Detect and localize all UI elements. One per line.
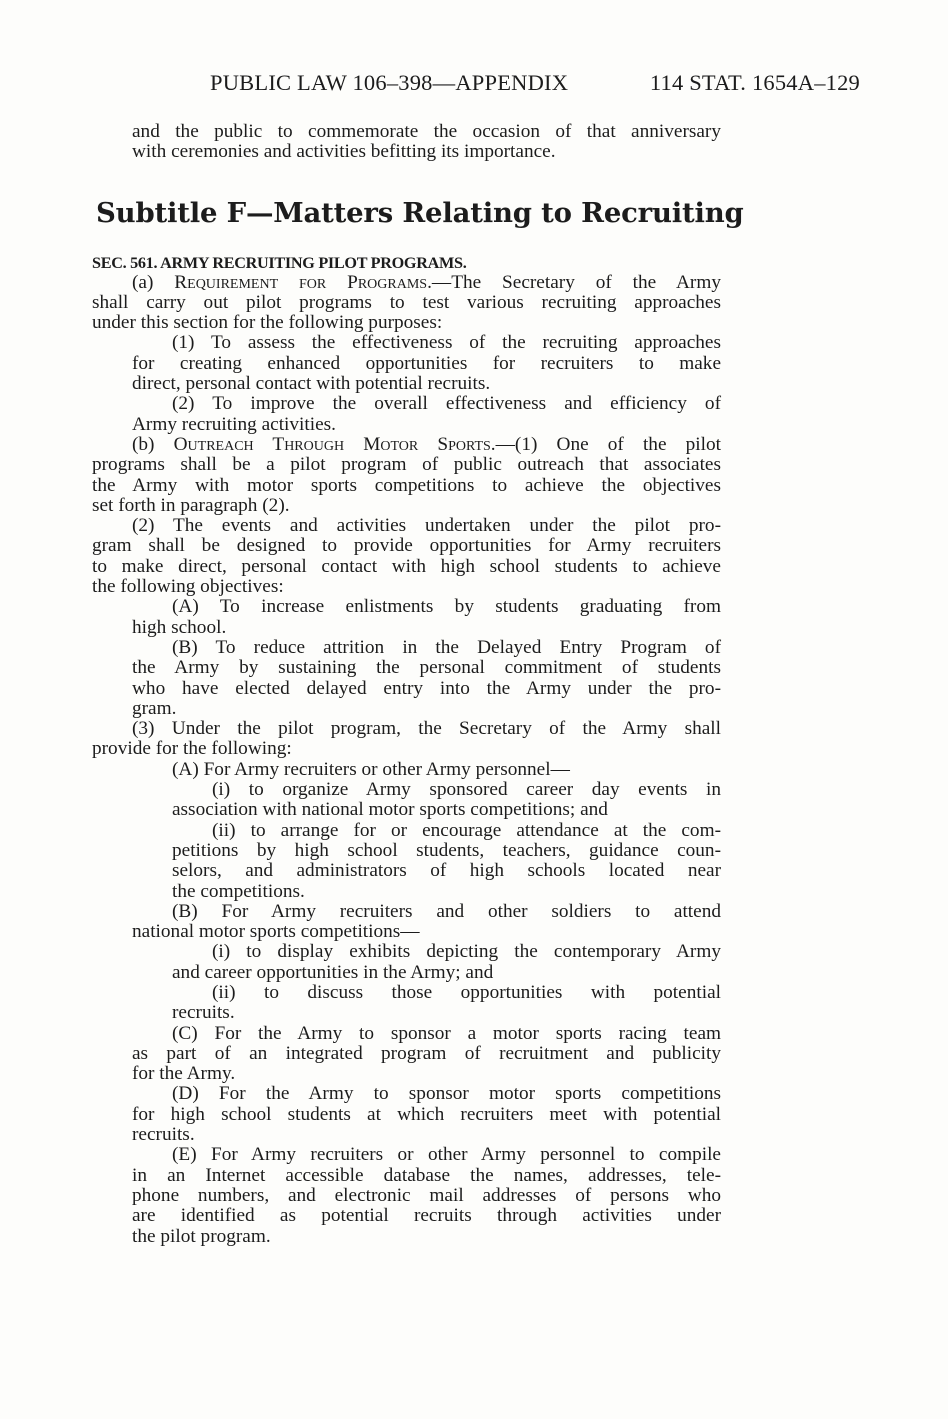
subsection-b <box>92 435 721 516</box>
text-line: gram shall be designed to provide opportunities for Army recruiters <box>92 535 721 557</box>
subsection-heading: Requirement for Programs. <box>174 271 432 293</box>
paragraph-b3 <box>92 719 721 760</box>
text-line: phone numbers, and electronic mail addresses of persons who <box>132 1184 721 1206</box>
subsection-label: (a) <box>132 271 175 293</box>
text-line: the Army with motor sports competitions to achieve the objectives <box>92 474 721 496</box>
text-line: (ii) to arrange for or encourage attendance at the com- <box>212 819 721 841</box>
text-line: (B) For Army recruiters and other soldiers to attend <box>172 900 721 922</box>
text-line: association with national motor sports competitions; and <box>172 799 608 821</box>
text-line: (1) To assess the effectiveness of the recruiting approaches <box>172 332 721 354</box>
section-heading: SEC. 561. ARMY RECRUITING PILOT PROGRAMS. <box>92 253 467 272</box>
text-line: (3) Under the pilot program, the Secretary of the Army shall <box>132 718 721 740</box>
page-body <box>92 121 744 1247</box>
text-line: (ii) to discuss those opportunities with potential <box>212 981 721 1003</box>
text-line: programs shall be a pilot program of public outreach that associates <box>92 454 721 476</box>
text-line: (A) For Army recruiters or other Army personnel— <box>172 758 570 780</box>
subparagraph-b3C <box>92 1024 721 1085</box>
text-line: (2) The events and activities undertaken under the pilot pro- <box>132 515 721 537</box>
clause-b3Bi <box>92 942 721 983</box>
subparagraph-b2A <box>92 597 721 638</box>
text-line: with ceremonies and activities befitting its importance. <box>132 141 556 163</box>
text-line: (i) to organize Army sponsored career day events in <box>212 779 721 801</box>
subparagraph-b3B <box>92 902 721 943</box>
text-fragment: —(1) One of the pilot <box>495 433 721 455</box>
text-line: for the Army. <box>132 1063 236 1085</box>
text-line: high school. <box>132 616 227 638</box>
text-line: to make direct, personal contact with high school students to achieve <box>92 555 721 577</box>
text-line: gram. <box>132 697 177 719</box>
text-line: national motor sports competitions— <box>132 921 420 943</box>
clause-b3Bii <box>92 983 721 1024</box>
text-line: provide for the following: <box>92 738 292 760</box>
subparagraph-b3D <box>92 1084 721 1145</box>
text-line: recruits. <box>132 1124 195 1146</box>
subparagraph-b2B <box>92 638 721 719</box>
paragraph-b2 <box>92 516 721 597</box>
text-line: the pilot program. <box>132 1225 271 1247</box>
text-line: who have elected delayed entry into the Army under the pro- <box>132 677 721 699</box>
subparagraph-b3E <box>92 1145 721 1246</box>
subtitle-heading: Subtitle F—Matters Relating to Recruiting <box>96 196 744 229</box>
text-line: recruits. <box>172 1002 235 1024</box>
text-line: for high school students at which recruiters meet with potential <box>132 1103 721 1125</box>
text-line: (D) For the Army to sponsor motor sports competitions <box>172 1083 721 1105</box>
text-line: (2) To improve the overall effectiveness and efficiency of <box>172 393 721 415</box>
subsection-a <box>92 273 721 334</box>
text-line: Army recruiting activities. <box>132 413 336 435</box>
text-line: (B) To reduce attrition in the Delayed Entry Program of <box>172 636 721 658</box>
text-line: under this section for the following purposes: <box>92 312 443 334</box>
text-line: set forth in paragraph (2). <box>92 494 290 516</box>
text-line: and career opportunities in the Army; and <box>172 961 494 983</box>
text-line: (i) to display exhibits depicting the contemporary Army <box>212 941 721 963</box>
text-line: (C) For the Army to sponsor a motor sports racing team <box>172 1022 721 1044</box>
intro-paragraph <box>92 122 721 163</box>
subsection-label: (b) <box>132 433 174 455</box>
paragraph-a1 <box>92 333 721 394</box>
text-line: (E) For Army recruiters or other Army personnel to compile <box>172 1144 721 1166</box>
text-line: petitions by high school students, teachers, guidance coun- <box>172 839 721 861</box>
text-line: selors, and administrators of high schools located near <box>172 860 721 882</box>
text-line: the competitions. <box>172 880 305 902</box>
text-line: for creating enhanced opportunities for recruiters to make <box>132 352 721 374</box>
text-line: the Army by sustaining the personal commitment of students <box>132 657 721 679</box>
clause-b3Ai <box>92 780 721 821</box>
header-stat-citation: 114 STAT. 1654A–129 <box>649 70 860 95</box>
text-line <box>92 273 721 293</box>
text-line: direct, personal contact with potential recruits. <box>132 373 491 395</box>
text-line: (A) To increase enlistments by students graduating from <box>172 596 721 618</box>
text-line: are identified as potential recruits through activities under <box>132 1205 721 1227</box>
text-line: as part of an integrated program of recruitment and publicity <box>132 1042 721 1064</box>
subsection-heading: Outreach Through Motor Sports. <box>173 433 496 455</box>
clause-b3Aii <box>92 821 721 902</box>
text-line: shall carry out pilot programs to test various recruiting approaches <box>92 291 721 313</box>
text-fragment: —The Secretary of the Army <box>431 271 721 293</box>
text-line: and the public to commemorate the occasion of that anniversary <box>132 121 721 142</box>
paragraph-a2 <box>92 394 721 435</box>
header-law-title: PUBLIC LAW 106–398—APPENDIX <box>210 70 569 95</box>
text-line <box>92 435 721 455</box>
subparagraph-b3A <box>92 760 721 780</box>
text-line: the following objectives: <box>92 576 284 598</box>
text-line: in an Internet accessible database the names, addresses, tele- <box>132 1164 721 1186</box>
